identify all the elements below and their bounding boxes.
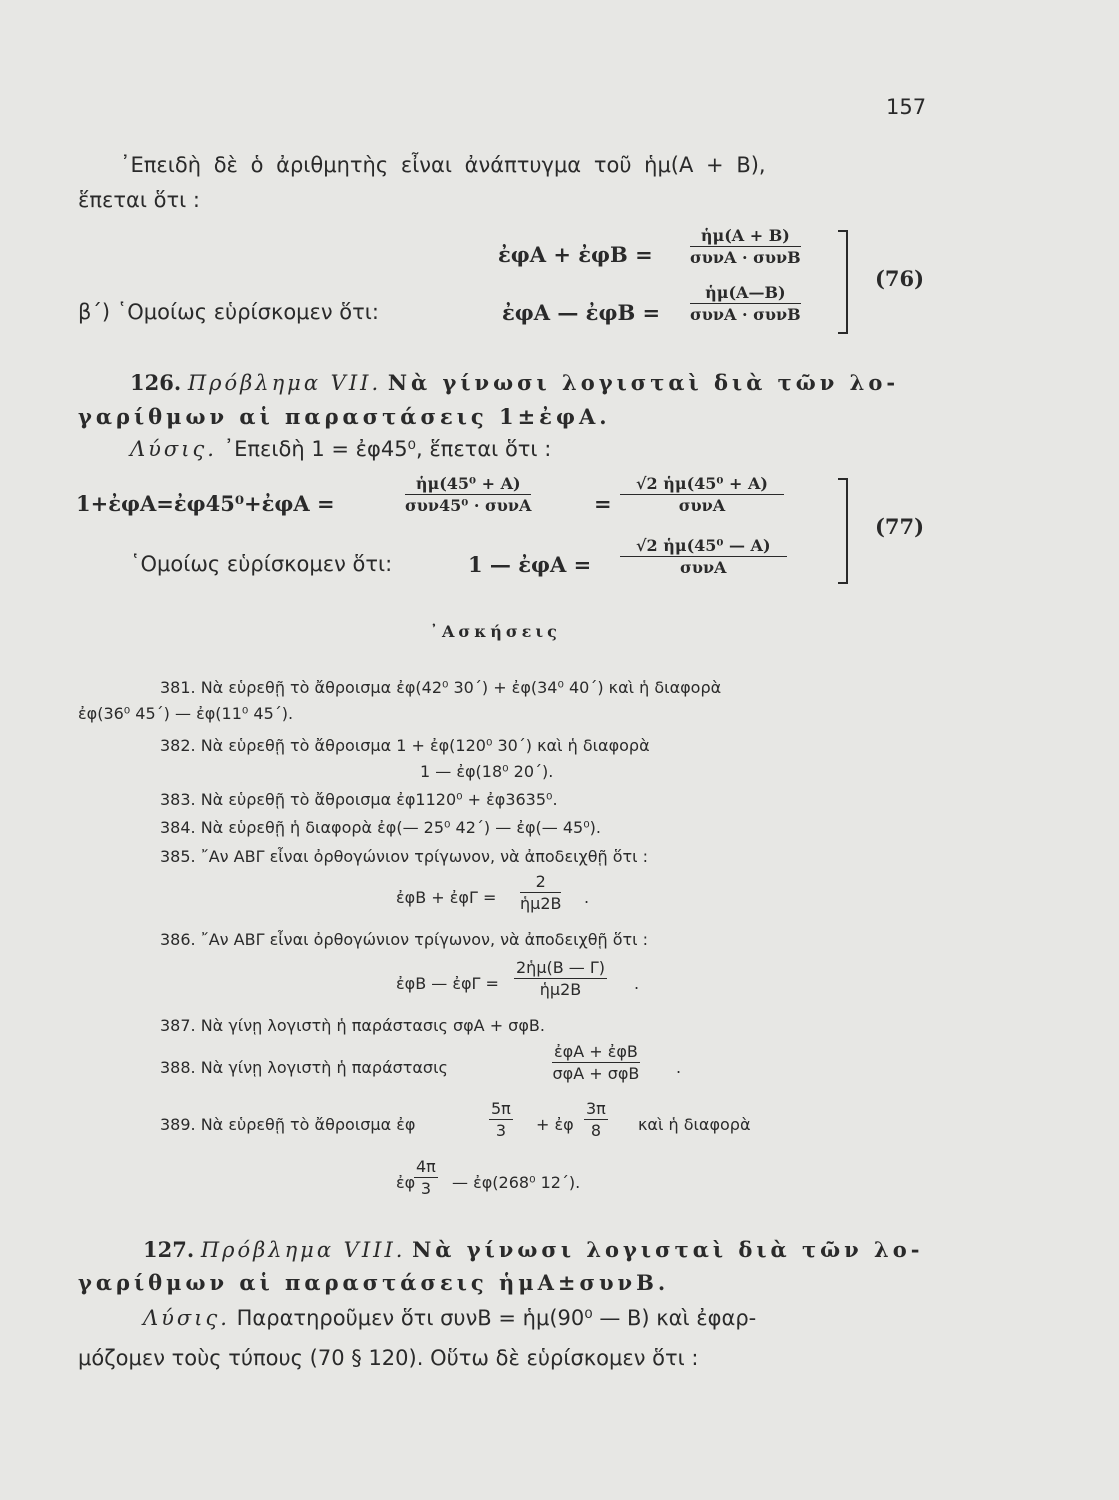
- exercise-385-period: .: [584, 888, 590, 907]
- sec126-solution: [130, 437, 551, 461]
- intro-line-2: ἕπεται ὅτι :: [78, 188, 200, 212]
- exercise-389-numerator-2: 3π: [586, 1099, 606, 1118]
- eq77-row2-lhs: 1 — ἐφΑ =: [468, 552, 592, 577]
- exercise-389-line-2-post: — ἐφ(268⁰ 12΄).: [452, 1173, 581, 1192]
- eq76-row1-numerator: ἡμ(Α + Β): [690, 226, 801, 247]
- eq76-row2-numerator: ἡμ(Α—Β): [690, 283, 801, 304]
- exercise-382-line-2: 1 — ἐφ(18⁰ 20΄).: [420, 762, 554, 781]
- exercise-389-denominator-3: 3: [420, 1179, 431, 1198]
- eq76-row2-fraction: [690, 283, 801, 324]
- eq77-brace: [838, 478, 848, 584]
- sec126-title-line-2: γαρίθμων αἱ παραστάσεις 1±ἐφΑ.: [78, 404, 611, 429]
- exercise-385-fraction: [520, 872, 561, 913]
- sec126-solution-label: Λύσις.: [130, 437, 217, 461]
- sec126-solution-text: ᾿Επειδὴ 1 = ἐφ45⁰, ἕπεται ὅτι :: [223, 437, 552, 461]
- exercise-385-numerator: 2: [520, 872, 561, 893]
- exercise-388-fraction: [552, 1042, 640, 1083]
- sec126-title: Νὰ γίνωσι λογισταὶ διὰ τῶν λο-: [387, 370, 900, 395]
- exercise-388-denominator: σφΑ + σφΒ: [552, 1064, 640, 1083]
- sec127-title-line-2: γαρίθμων αἱ παραστάσεις ἡμΑ±συνΒ.: [78, 1270, 670, 1295]
- exercise-386-lhs: ἐφΒ — ἐφΓ =: [396, 974, 499, 993]
- exercise-389-fraction-2: [584, 1099, 608, 1140]
- sec127-solution-line-2: μόζομεν τοὺς τύπους (70 § 120). Οὕτω δὲ εὑρίσκομεν ὅτι :: [78, 1346, 699, 1370]
- exercise-389-denominator-1: 3: [495, 1121, 506, 1140]
- eq76-row2-denominator: συνΑ · συνΒ: [690, 305, 801, 324]
- exercise-388-text: 388. Νὰ γίνῃ λογιστὴ ἡ παράστασις: [160, 1058, 448, 1077]
- sec127-title: Νὰ γίνωσι λογισταὶ διὰ τῶν λο-: [412, 1237, 924, 1262]
- eq76-row1-lhs: ἐφΑ + ἐφΒ =: [498, 242, 653, 267]
- eq77-row1-denominator-2: συνΑ: [678, 496, 726, 515]
- sec127-solution-text-1: Παρατηροῦμεν ὅτι συνΒ = ἡμ(90⁰ — Β) καὶ ἐφαρ-: [236, 1306, 757, 1330]
- eq77-row1-lhs: 1+ἐφΑ=ἐφ45⁰+ἐφΑ =: [76, 491, 335, 516]
- exercises-heading: ᾿Ασκήσεις: [430, 622, 561, 641]
- eq76-row1-denominator: συνΑ · συνΒ: [690, 248, 801, 267]
- exercise-389-line-2-pre: ἐφ: [396, 1173, 416, 1192]
- eq76-row2-lead: β΄) ῾Ομοίως εὑρίσκομεν ὅτι:: [78, 300, 379, 324]
- exercise-384: 384. Νὰ εὑρεθῇ ἡ διαφορὰ ἐφ(— 25⁰ 42΄) — ἐφ(— 45⁰).: [160, 818, 601, 837]
- sec127-label: Πρόβλημα VIII.: [200, 1238, 406, 1262]
- exercise-389-numerator-1: 5π: [491, 1099, 511, 1118]
- page-number: 157: [886, 95, 927, 119]
- exercise-389-tail: καὶ ἡ διαφορὰ: [638, 1115, 751, 1134]
- eq77-row1-equals: =: [594, 491, 612, 516]
- eq77-row2-denominator: συνΑ: [680, 558, 727, 577]
- exercise-388-numerator: ἐφΑ + ἐφΒ: [554, 1042, 638, 1061]
- exercise-386-denominator: ἡμ2Β: [539, 980, 582, 999]
- exercise-389-plus: + ἐφ: [536, 1115, 574, 1134]
- eq77-row2-fraction: [620, 536, 787, 577]
- eq76-brace: [838, 230, 848, 334]
- exercise-386-fraction: [514, 958, 607, 999]
- eq77-row1-numerator-1: ἡμ(45⁰ + Α): [405, 474, 531, 495]
- eq77-row1-denominator-1: συν45⁰ · συνΑ: [405, 496, 532, 515]
- exercise-383: 383. Νὰ εὑρεθῇ τὸ ἄθροισμα ἐφ1120⁰ + ἐφ3635⁰.: [160, 790, 558, 809]
- exercise-389-numerator-3: 4π: [416, 1157, 436, 1176]
- sec127-solution-label: Λύσις.: [143, 1306, 230, 1330]
- exercise-389-denominator-2: 8: [590, 1121, 601, 1140]
- sec126-label: Πρόβλημα VII.: [187, 371, 382, 395]
- sec127-heading: [143, 1237, 923, 1262]
- eq77-row1-fraction-1: [405, 474, 531, 515]
- sec127-number: 127.: [143, 1237, 195, 1262]
- intro-line-1: ᾿Επειδὴ δὲ ὁ ἀριθμητὴς εἶναι ἀνάπτυγμα τοῦ ἡμ(Α + Β),: [120, 153, 766, 177]
- eq77-row2-lead: ῾Ομοίως εὑρίσκομεν ὅτι:: [130, 552, 393, 576]
- sec127-solution-line-1: [143, 1306, 756, 1330]
- exercise-385-denominator: ἡμ2Β: [520, 894, 562, 913]
- exercise-386-period: .: [634, 974, 640, 993]
- exercise-387: 387. Νὰ γίνῃ λογιστὴ ἡ παράστασις σφΑ + σφΒ.: [160, 1016, 545, 1035]
- exercise-389-fraction-3: [414, 1157, 438, 1198]
- eq77-tag: (77): [875, 514, 925, 539]
- exercise-385: 385. ῎Αν ΑΒΓ εἶναι ὀρθογώνιον τρίγωνον, νὰ ἀποδειχθῇ ὅτι :: [160, 847, 649, 866]
- exercise-381-line-1: 381. Νὰ εὑρεθῇ τὸ ἄθροισμα ἐφ(42⁰ 30΄) + ἐφ(34⁰ 40΄) καὶ ἡ διαφορὰ: [160, 678, 722, 697]
- eq76-tag: (76): [875, 266, 925, 291]
- exercise-385-lhs: ἐφΒ + ἐφΓ =: [396, 888, 497, 907]
- eq77-row1-numerator-2: √2 ἡμ(45⁰ + Α): [620, 474, 784, 495]
- exercise-381-line-2: ἐφ(36⁰ 45΄) — ἐφ(11⁰ 45΄).: [78, 704, 294, 723]
- exercise-386-numerator: 2ἡμ(Β — Γ): [516, 958, 606, 977]
- eq76-row2-lhs: ἐφΑ — ἐφΒ =: [502, 300, 661, 325]
- exercise-389-fraction-1: [489, 1099, 513, 1140]
- exercise-388-period: .: [676, 1058, 682, 1077]
- eq77-row1-fraction-2: [620, 474, 784, 515]
- exercise-389-text: 389. Νὰ εὑρεθῇ τὸ ἄθροισμα ἐφ: [160, 1115, 416, 1134]
- exercise-382-line-1: 382. Νὰ εὑρεθῇ τὸ ἄθροισμα 1 + ἐφ(120⁰ 30΄) καὶ ἡ διαφορὰ: [160, 736, 650, 755]
- eq77-row2-numerator: √2 ἡμ(45⁰ — Α): [620, 536, 787, 557]
- sec126-heading: [130, 370, 899, 395]
- sec126-number: 126.: [130, 370, 182, 395]
- exercise-386: 386. ῎Αν ΑΒΓ εἶναι ὀρθογώνιον τρίγωνον, νὰ ἀποδειχθῇ ὅτι :: [160, 930, 649, 949]
- eq76-row1-fraction: [690, 226, 801, 267]
